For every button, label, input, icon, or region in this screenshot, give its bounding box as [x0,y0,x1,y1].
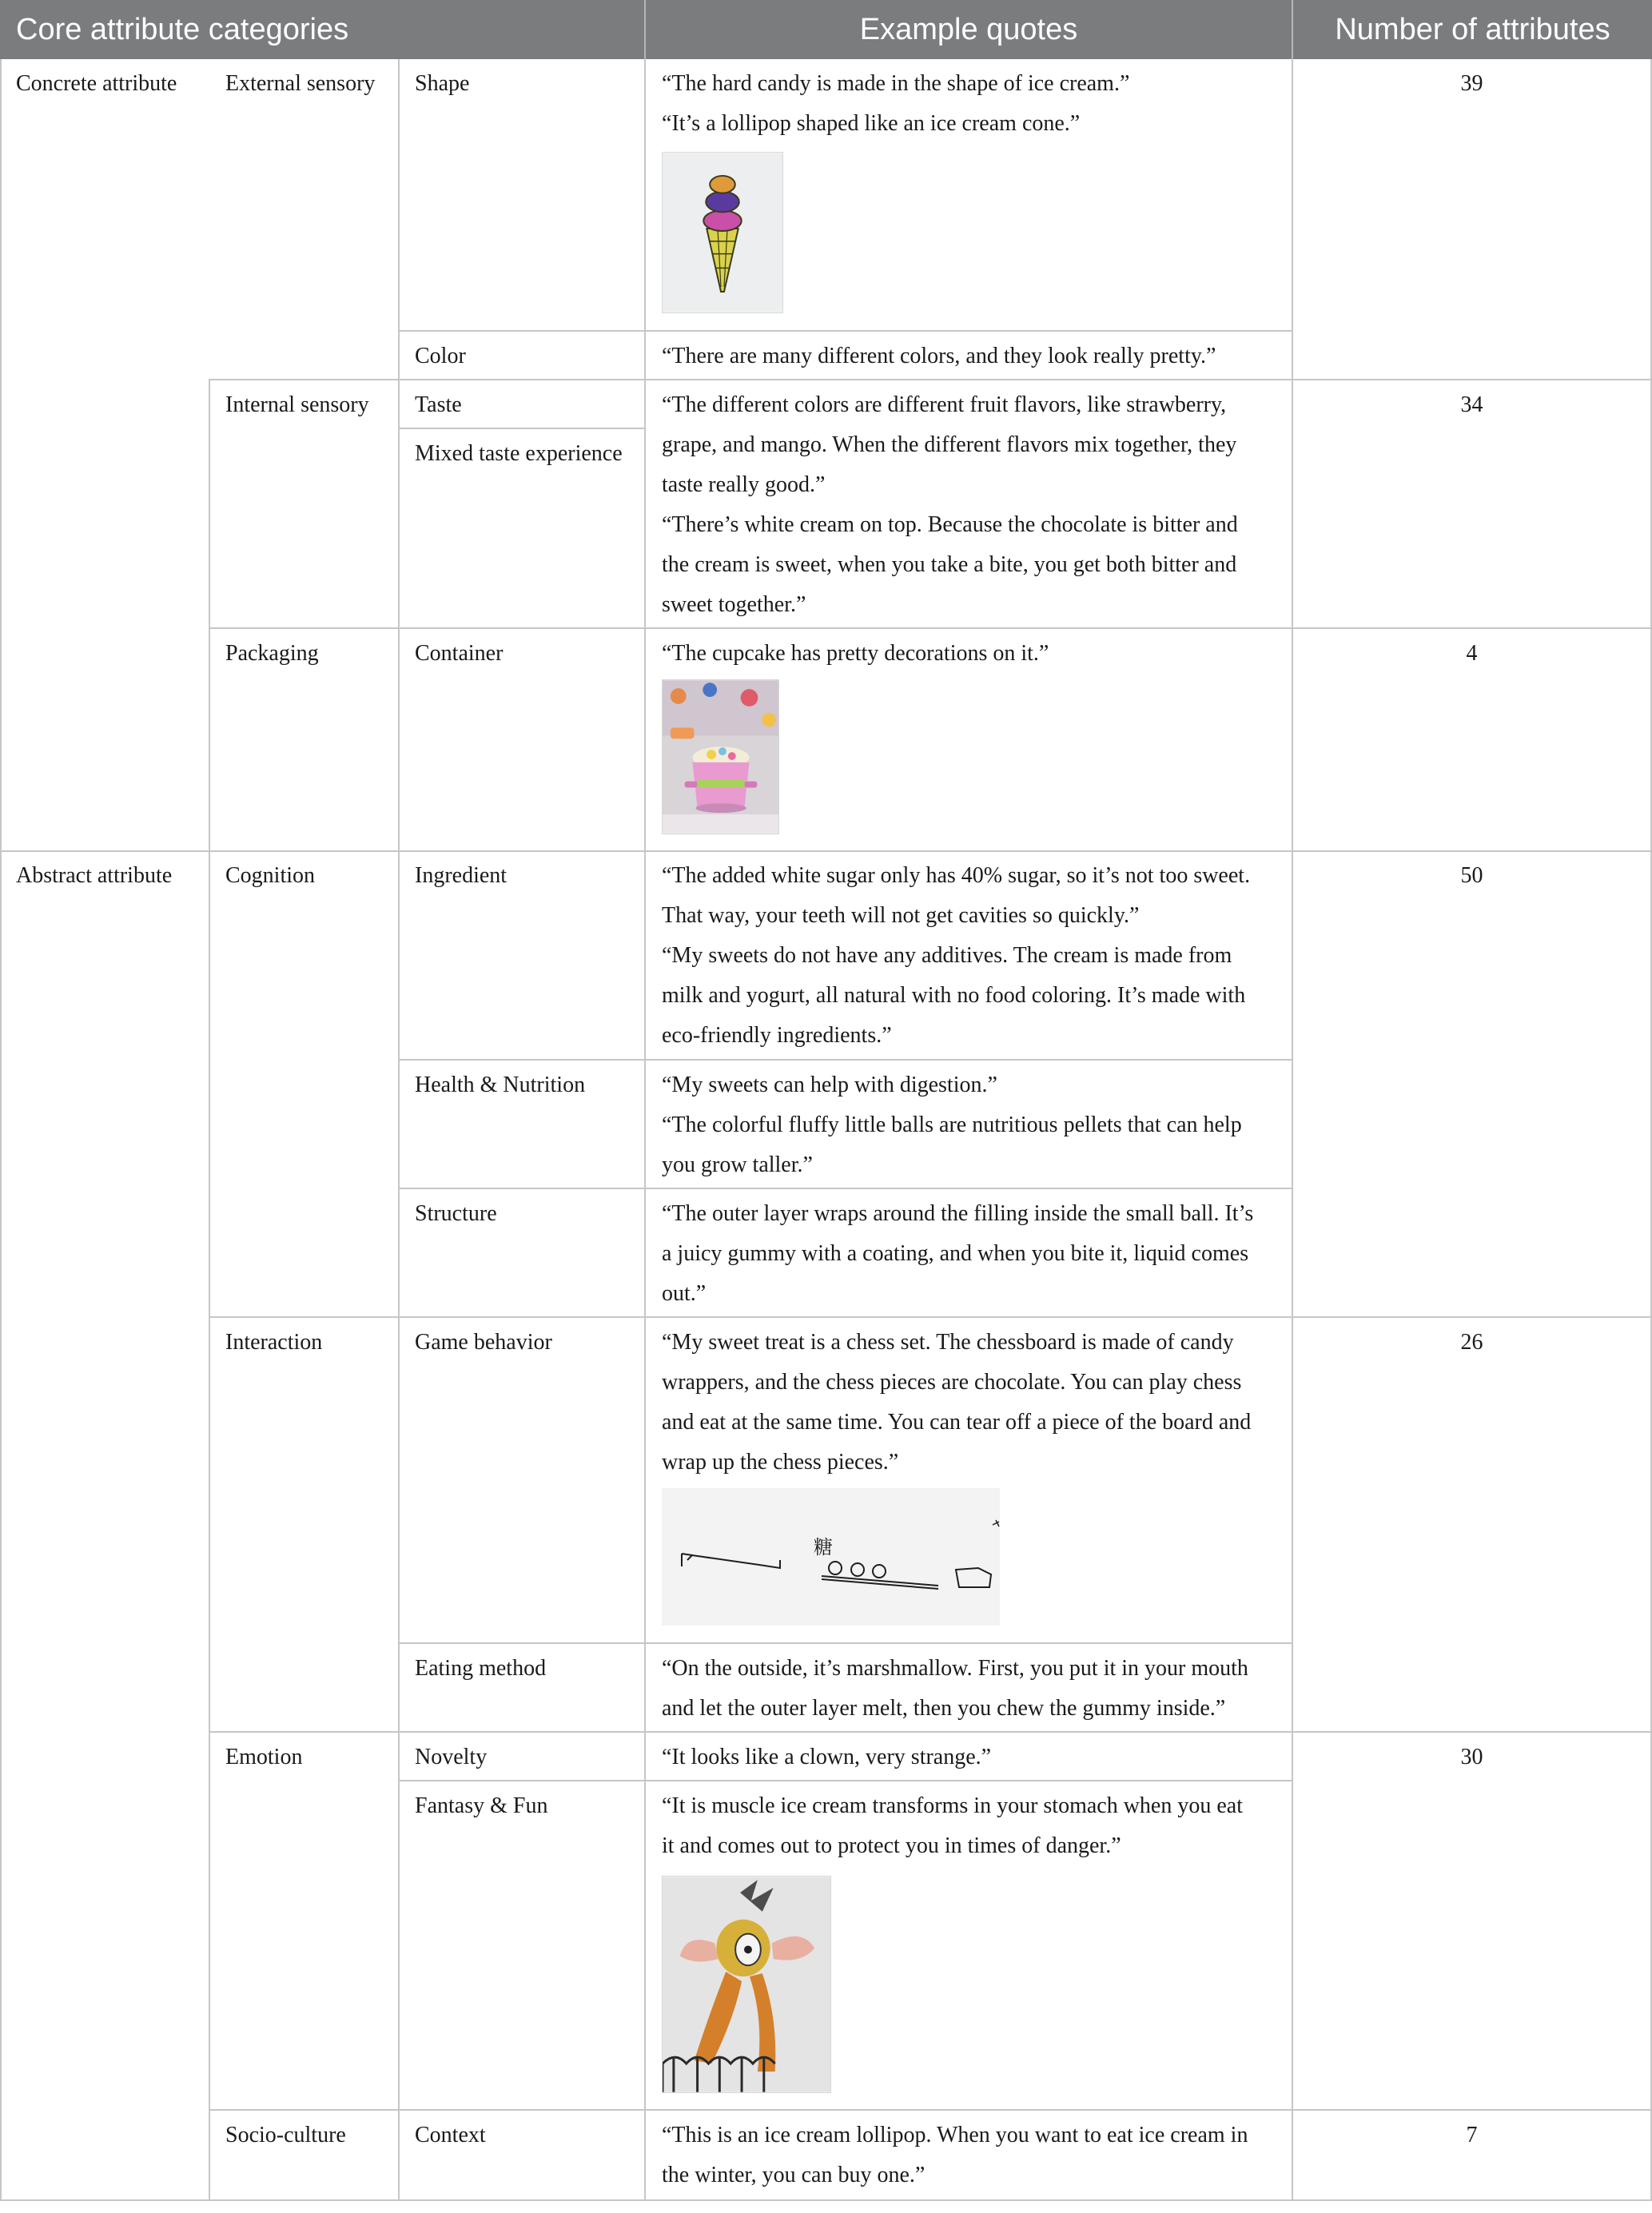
grid-line [209,1731,1650,1733]
quote-line: “My sweet treat is a chess set. The chessboard is made of candy [662,1330,1234,1355]
grid-line [209,852,210,2201]
level1-concrete: Concrete attribute [16,71,177,96]
grid-line [398,330,1292,332]
cupcake-photo [662,679,779,834]
grid-line [398,1642,1292,1644]
level3-structure: Structure [415,1201,497,1226]
grid-line [1292,59,1293,2201]
header-col-quotes: Example quotes [646,0,1292,59]
level2-cognition: Cognition [225,863,316,888]
quote-line: a juicy gummy with a coating, and when you bite it, liquid comes [662,1241,1249,1266]
quote-line: “It looks like a clown, very strange.” [662,1745,992,1769]
quote-line: milk and yogurt, all natural with no food coloring. It’s made with [662,983,1246,1008]
grid-line [0,2199,1652,2201]
grid-line [0,59,2,2201]
level2-socio-culture: Socio-culture [225,2123,346,2147]
quote-line: wrap up the chess pieces.” [662,1450,899,1475]
quote-line: out.” [662,1281,707,1306]
quote-line: taste really good.” [662,472,826,497]
quote-line: the cream is sweet, when you take a bite, you get both bitter and [662,552,1237,577]
chess-sketch-photo [662,1488,1000,1626]
quote-line: the winter, you can buy one.” [662,2163,926,2187]
grid-line [209,379,210,852]
quote-line: you grow taller.” [662,1152,813,1177]
quote-line: “On the outside, it’s marshmallow. First, you put it in your mouth [662,1656,1248,1681]
quote-line: “It is muscle ice cream transforms in your stomach when you eat [662,1793,1243,1818]
clay-figure-photo [662,1876,831,2093]
header-col-categories: Core attribute categories [0,0,644,59]
grid-line [398,1188,1292,1189]
level3-fantasy-fun: Fantasy & Fun [415,1793,548,1818]
count-socio-culture: 7 [1466,2123,1478,2147]
grid-line [644,59,646,2201]
level2-external-sensory: External sensory [225,71,376,96]
count-interaction: 26 [1460,1330,1483,1355]
grid-line [0,850,1650,852]
count-external-sensory: 39 [1460,71,1483,96]
level2-packaging: Packaging [225,641,319,666]
grid-line [398,1780,1292,1781]
quote-line: “My sweets can help with digestion.” [662,1073,997,1097]
level3-novelty: Novelty [415,1745,488,1769]
grid-line [398,428,644,429]
quote-line: eco-friendly ingredients.” [662,1023,892,1048]
ice-cream-drawing-photo [662,152,783,313]
level2-emotion: Emotion [225,1745,303,1769]
sketch-character: 糖 [814,1536,833,1558]
level3-taste: Taste [415,392,462,417]
grid-line [398,1059,1292,1061]
quote-line: and eat at the same time. You can tear off a piece of the board and [662,1410,1252,1435]
grid-line [209,627,1650,629]
level2-interaction: Interaction [225,1330,323,1355]
level3-container: Container [415,641,504,666]
quote-line: “The different colors are different fruit flavors, like strawberry, [662,392,1227,417]
quote-line: “The outer layer wraps around the filling inside the small ball. It’s [662,1201,1254,1226]
level3-mixed-taste: Mixed taste experience [415,441,623,466]
quote-line: “The hard candy is made in the shape of ice cream.” [662,71,1130,96]
count-internal-sensory: 34 [1460,392,1483,417]
quote-line: sweet together.” [662,592,806,617]
level2-internal-sensory: Internal sensory [225,392,369,417]
quote-line: “There are many different colors, and they look really pretty.” [662,344,1216,368]
level3-game-behavior: Game behavior [415,1330,552,1355]
grid-line [209,1316,1650,1318]
quote-line: “The colorful fluffy little balls are nutritious pellets that can help [662,1112,1242,1137]
level3-context: Context [415,2123,486,2147]
quote-line: grape, and mango. When the different flavors mix together, they [662,432,1237,457]
quote-line: “This is an ice cream lollipop. When you want to eat ice cream in [662,2123,1248,2147]
level3-shape: Shape [415,71,470,96]
grid-line [209,379,1650,380]
count-cognition: 50 [1460,863,1483,888]
level3-ingredient: Ingredient [415,863,508,888]
level3-color: Color [415,344,466,368]
level3-health-nutrition: Health & Nutrition [415,1073,586,1097]
level1-abstract: Abstract attribute [16,863,173,888]
quote-line: and let the outer layer melt, then you chew the gummy inside.” [662,1696,1226,1721]
quote-line: wrappers, and the chess pieces are chocolate. You can play chess [662,1370,1242,1395]
quote-line: “My sweets do not have any additives. The cream is made from [662,943,1232,968]
quote-line: That way, your teeth will not get cavities so quickly.” [662,903,1140,928]
count-packaging: 4 [1466,641,1478,666]
quote-line: “The added white sugar only has 40% sugar, so it’s not too sweet. [662,863,1251,888]
grid-line [398,59,400,2201]
quote-line: “There’s white cream on top. Because the chocolate is bitter and [662,512,1238,537]
quote-line: “It’s a lollipop shaped like an ice cream cone.” [662,111,1081,136]
quote-line: “The cupcake has pretty decorations on it.” [662,641,1049,666]
count-emotion: 30 [1460,1745,1483,1769]
grid-line [209,2109,1650,2111]
header-col-count: Number of attributes [1293,0,1652,59]
quote-line: it and comes out to protect you in times of danger.” [662,1833,1121,1858]
level3-eating-method: Eating method [415,1656,547,1681]
